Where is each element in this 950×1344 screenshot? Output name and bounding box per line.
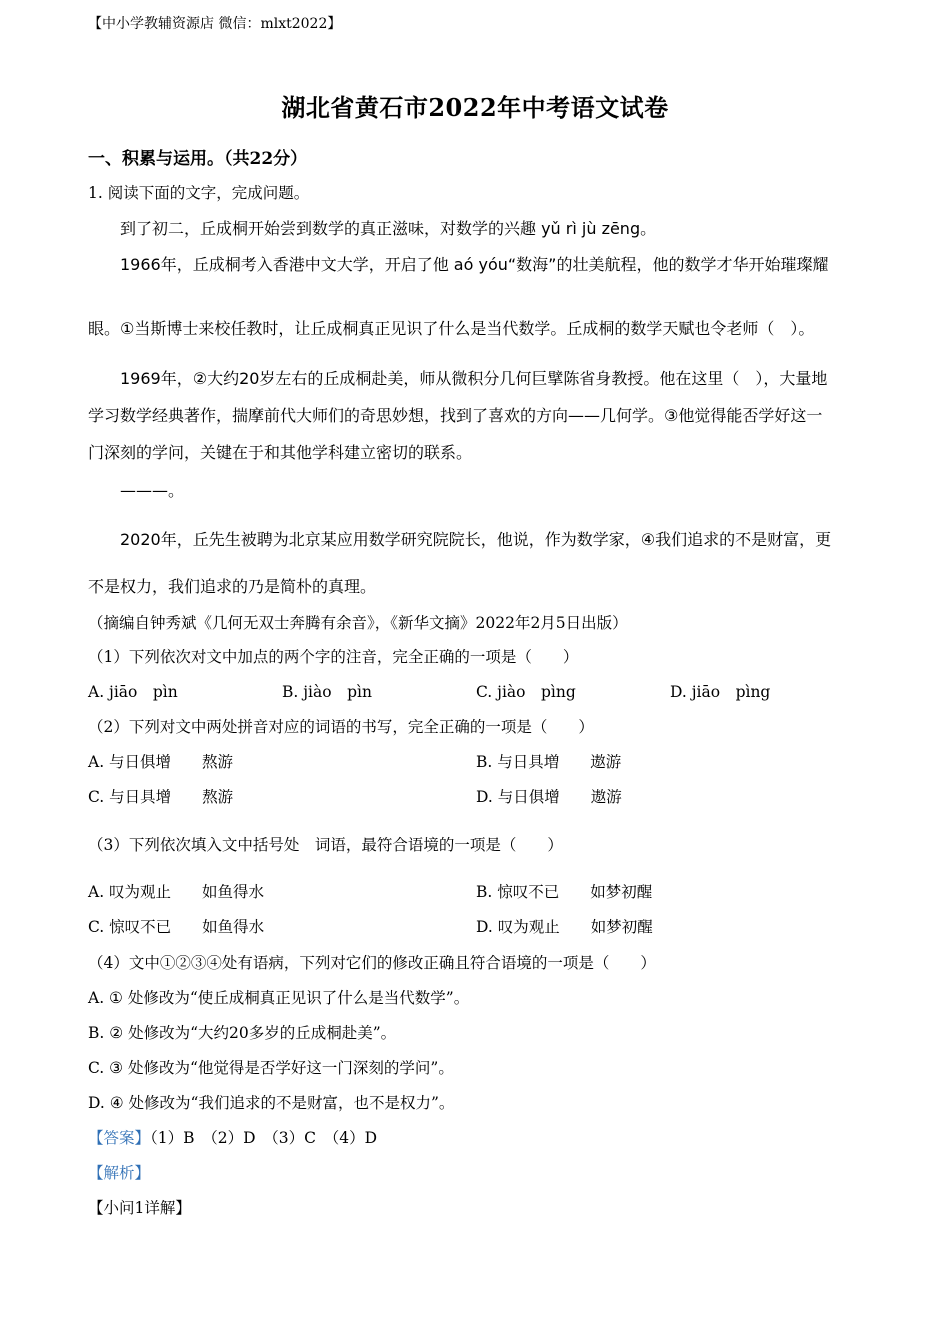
passage-paragraph-3-line-1: 1969年，②大约20岁左右的丘成桐赴美，师从微积分几何巨擘陈省身教授。他在这里（ ），大量地 <box>120 369 828 388</box>
detail-heading: 【小问1详解】 <box>88 1199 191 1217</box>
answer-text: （1）B （2）D （3）C （4）D <box>150 1129 378 1147</box>
passage-paragraph-2-line-2: 眼。①当斯博士来校任教时，让丘成桐真正见识了什么是当代数学。丘成桐的数学天赋也令老师（ ）。 <box>88 319 815 338</box>
answer-line <box>88 1126 377 1148</box>
sub-question-2-option-b: B. 与日具増 遨游 <box>476 753 622 771</box>
sub-question-1-option-c: C. jiào pìng <box>476 683 576 701</box>
sub-question-1-stem: （1）下列依次对文中加点的两个字的注音，完全正确的一项是（ ） <box>88 648 579 666</box>
sub-question-3-stem: （3）下列依次填入文中括号处 词语，最符合语境的一项是（ ） <box>88 836 563 854</box>
sub-question-4-stem: （4）文中①②③④处有语病，下列对它们的修改正确且符合语境的一项是（ ） <box>88 954 656 972</box>
sub-question-1-option-d: D. jiāo pìng <box>670 683 771 701</box>
sub-question-1-option-a: A. jiāo pìn <box>88 683 178 701</box>
sub-question-2-option-d: D. 与日俱增 遨游 <box>476 788 622 806</box>
answer-label: 【答案】 <box>88 1129 151 1147</box>
page-title: 湖北省黄石市2022年中考语文试卷 <box>281 93 669 122</box>
passage-paragraph-3-line-3: 门深刻的学问，关键在于和其他学科建立密切的联系。 <box>88 443 473 462</box>
sub-question-3-option-d: D. 叹为观止 如梦初醒 <box>476 918 653 936</box>
question-intro: 1. 阅读下面的文字，完成问题。 <box>88 184 310 202</box>
passage-source: （摘编自钟秀斌《几何无双士奔腾有余音》，《新华文摘》2022年2月5日出版） <box>88 614 628 632</box>
passage-paragraph-1: 到了初二，丘成桐开始尝到数学的真正滋味，对数学的兴趣 yǔ rì jù zēng。 <box>120 219 657 238</box>
sub-question-4-option-d: D. ④ 处修改为“我们追求的不是财富，也不是权力”。 <box>88 1094 455 1112</box>
sub-question-1-option-b: B. jiào pìn <box>282 683 372 701</box>
sub-question-4-option-a: A. ① 处修改为“使丘成桐真正见识了什么是当代数学”。 <box>88 989 470 1007</box>
sub-question-3-option-a: A. 叹为观止 如鱼得水 <box>88 883 265 901</box>
sub-question-4-option-c: C. ③ 处修改为“他觉得是否学好这一门深刻的学问”。 <box>88 1059 454 1077</box>
passage-blank-line: ———。 <box>120 481 185 500</box>
analysis-label: 【解析】 <box>88 1164 151 1182</box>
header-note: 【中小学教辅资源店 微信：mlxt2022】 <box>88 16 342 32</box>
passage-paragraph-2-line-1: 1966年，丘成桐考入香港中文大学，开启了他 aó yóu“数海”的壮美航程，他的数学才华开始璀璨耀 <box>120 255 829 274</box>
sub-question-3-option-c: C. 惊叹不已 如鱼得水 <box>88 918 265 936</box>
sub-question-3-option-b: B. 惊叹不已 如梦初醒 <box>476 883 653 901</box>
sub-question-2-option-a: A. 与日俱增 熬游 <box>88 753 234 771</box>
section-heading: 一、积累与运用。（共22分） <box>88 149 308 169</box>
sub-question-2-option-c: C. 与日具增 熬游 <box>88 788 234 806</box>
passage-paragraph-4-line-1: 2020年，丘先生被聘为北京某应用数学研究院院长，他说，作为数学家，④我们追求的不是财富，更 <box>120 530 832 549</box>
sub-question-4-option-b: B. ② 处修改为“大约20多岁的丘成桐赴美”。 <box>88 1024 397 1042</box>
passage-paragraph-3-line-2: 学习数学经典著作，揣摩前代大师们的奇思妙想，找到了喜欢的方向——几何学。③他觉得能否学好这一 <box>88 406 823 425</box>
sub-question-2-stem: （2）下列对文中两处拼音对应的词语的书写，完全正确的一项是（ ） <box>88 718 594 736</box>
passage-paragraph-4-line-2: 不是权力，我们追求的乃是简朴的真理。 <box>88 577 377 596</box>
